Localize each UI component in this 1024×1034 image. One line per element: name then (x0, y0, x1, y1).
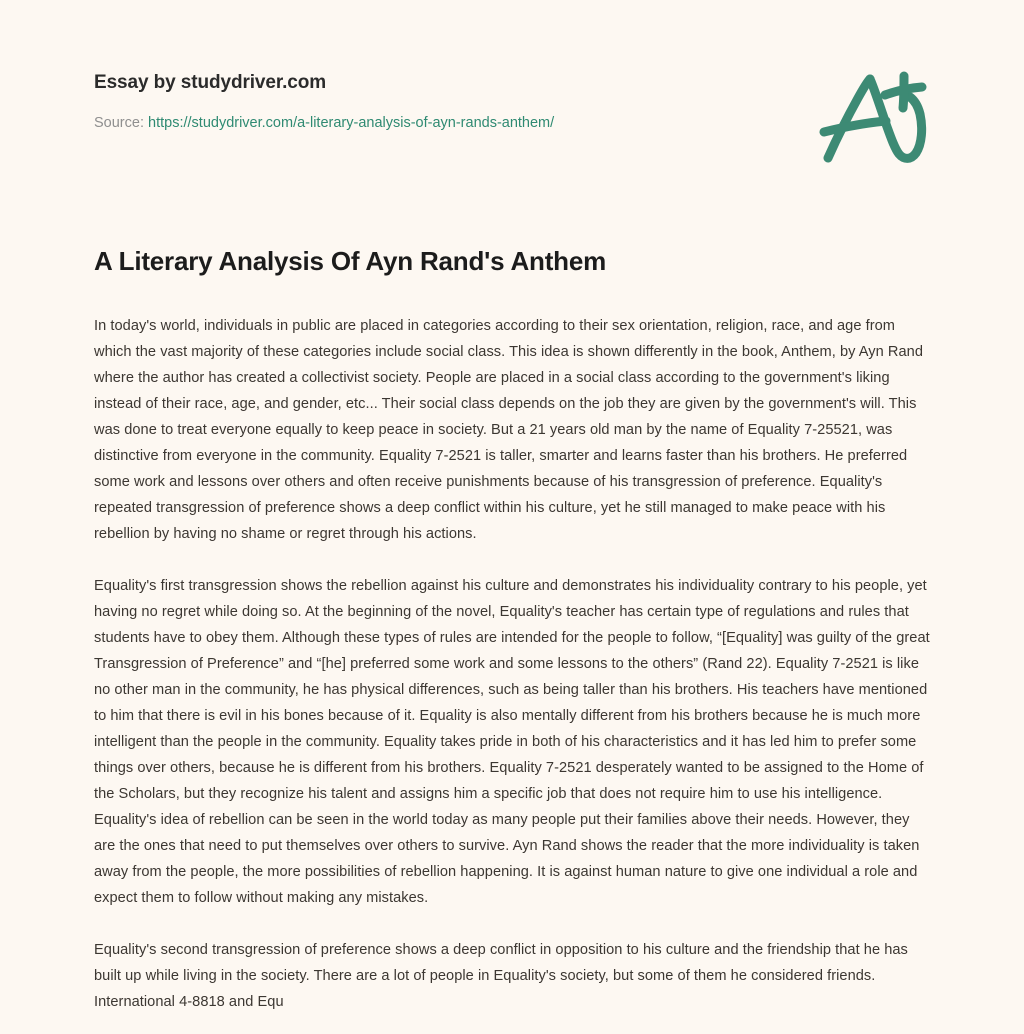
source-label: Source: (94, 114, 144, 131)
page-title: A Literary Analysis Of Ayn Rand's Anthem (94, 246, 607, 276)
page-header (0, 0, 1024, 200)
source-line (94, 114, 554, 133)
essay-attribution: Essay by studydriver.com (94, 72, 327, 93)
source-url-link[interactable]: https://studydriver.com/a-literary-analysis-of-ayn-rands-anthem/ (148, 114, 555, 131)
header-text-block (94, 72, 554, 133)
studydriver-a-plus-logo[interactable] (812, 66, 930, 170)
paragraph: In today's world, individuals in public are placed in categories according to their sex orientation, religion, race, and age from which the vast majority of these categories include social class. This idea is shown differently in the book, Anthem, by Ayn Rand where the author has created a collectivist society. People are placed in a social class according to the government's liking instead of their race, age, and gender, etc... Their social class depends on the job they are given by the government's will. This was done to treat everyone equally to keep peace in society. But a 21 years old man by the name of Equality 7-25521, was distinctive from everyone in the community. Equality 7-2521 is taller, smarter and learns faster than his brothers. He preferred some work and lessons over others and often receive punishments because of his transgression of preference. Equality's repeated transgression of preference shows a deep conflict within his culture, yet he still managed to make peace with his rebellion by having no shame or regret through his actions. (94, 318, 924, 542)
essay-body (94, 313, 932, 1015)
paragraph: Equality's first transgression shows the rebellion against his culture and demonstrates his individuality contrary to his people, yet having no regret while doing so. At the beginning of the novel, Equality's teacher has certain type of regulations and rules that students have to obey them. Although these types of rules are intended for the people to follow, “[Equality] was guilty of the great Transgression of Preference” and “[he] preferred some work and some lessons to the others” (Rand 22). Equality 7-2521 is like no other man in the community, he has physical differences, such as being taller than his brothers. His teachers have mentioned to him that there is evil in his bones because of it. Equality is also mentally different from his brothers because he is much more intelligent than the people in the community. Equality takes pride in both of his characteristics and it has led him to prefer some things over others, because he is different from his brothers. Equality 7-2521 desperately wanted to be assigned to the Home of the Scholars, but they recognize his talent and assigns him a specific job that does not require him to use his intelligence. Equality's idea of rebellion can be seen in the world today as many people put their families above their needs. However, they are the ones that need to put themselves over others to survive. Ayn Rand shows the reader that the more individuality is taken away from the people, the more possibilities of rebellion happening. It is against human nature to give one individual a role and expect them to follow without making any mistakes. (94, 578, 930, 906)
paragraph: Equality's second transgression of preference shows a deep conflict in opposition to his culture and the friendship that he has built up while living in the society. There are a lot of people in Equality's society, but some of them he considered friends. International 4-8818 and Equ (94, 942, 908, 1010)
